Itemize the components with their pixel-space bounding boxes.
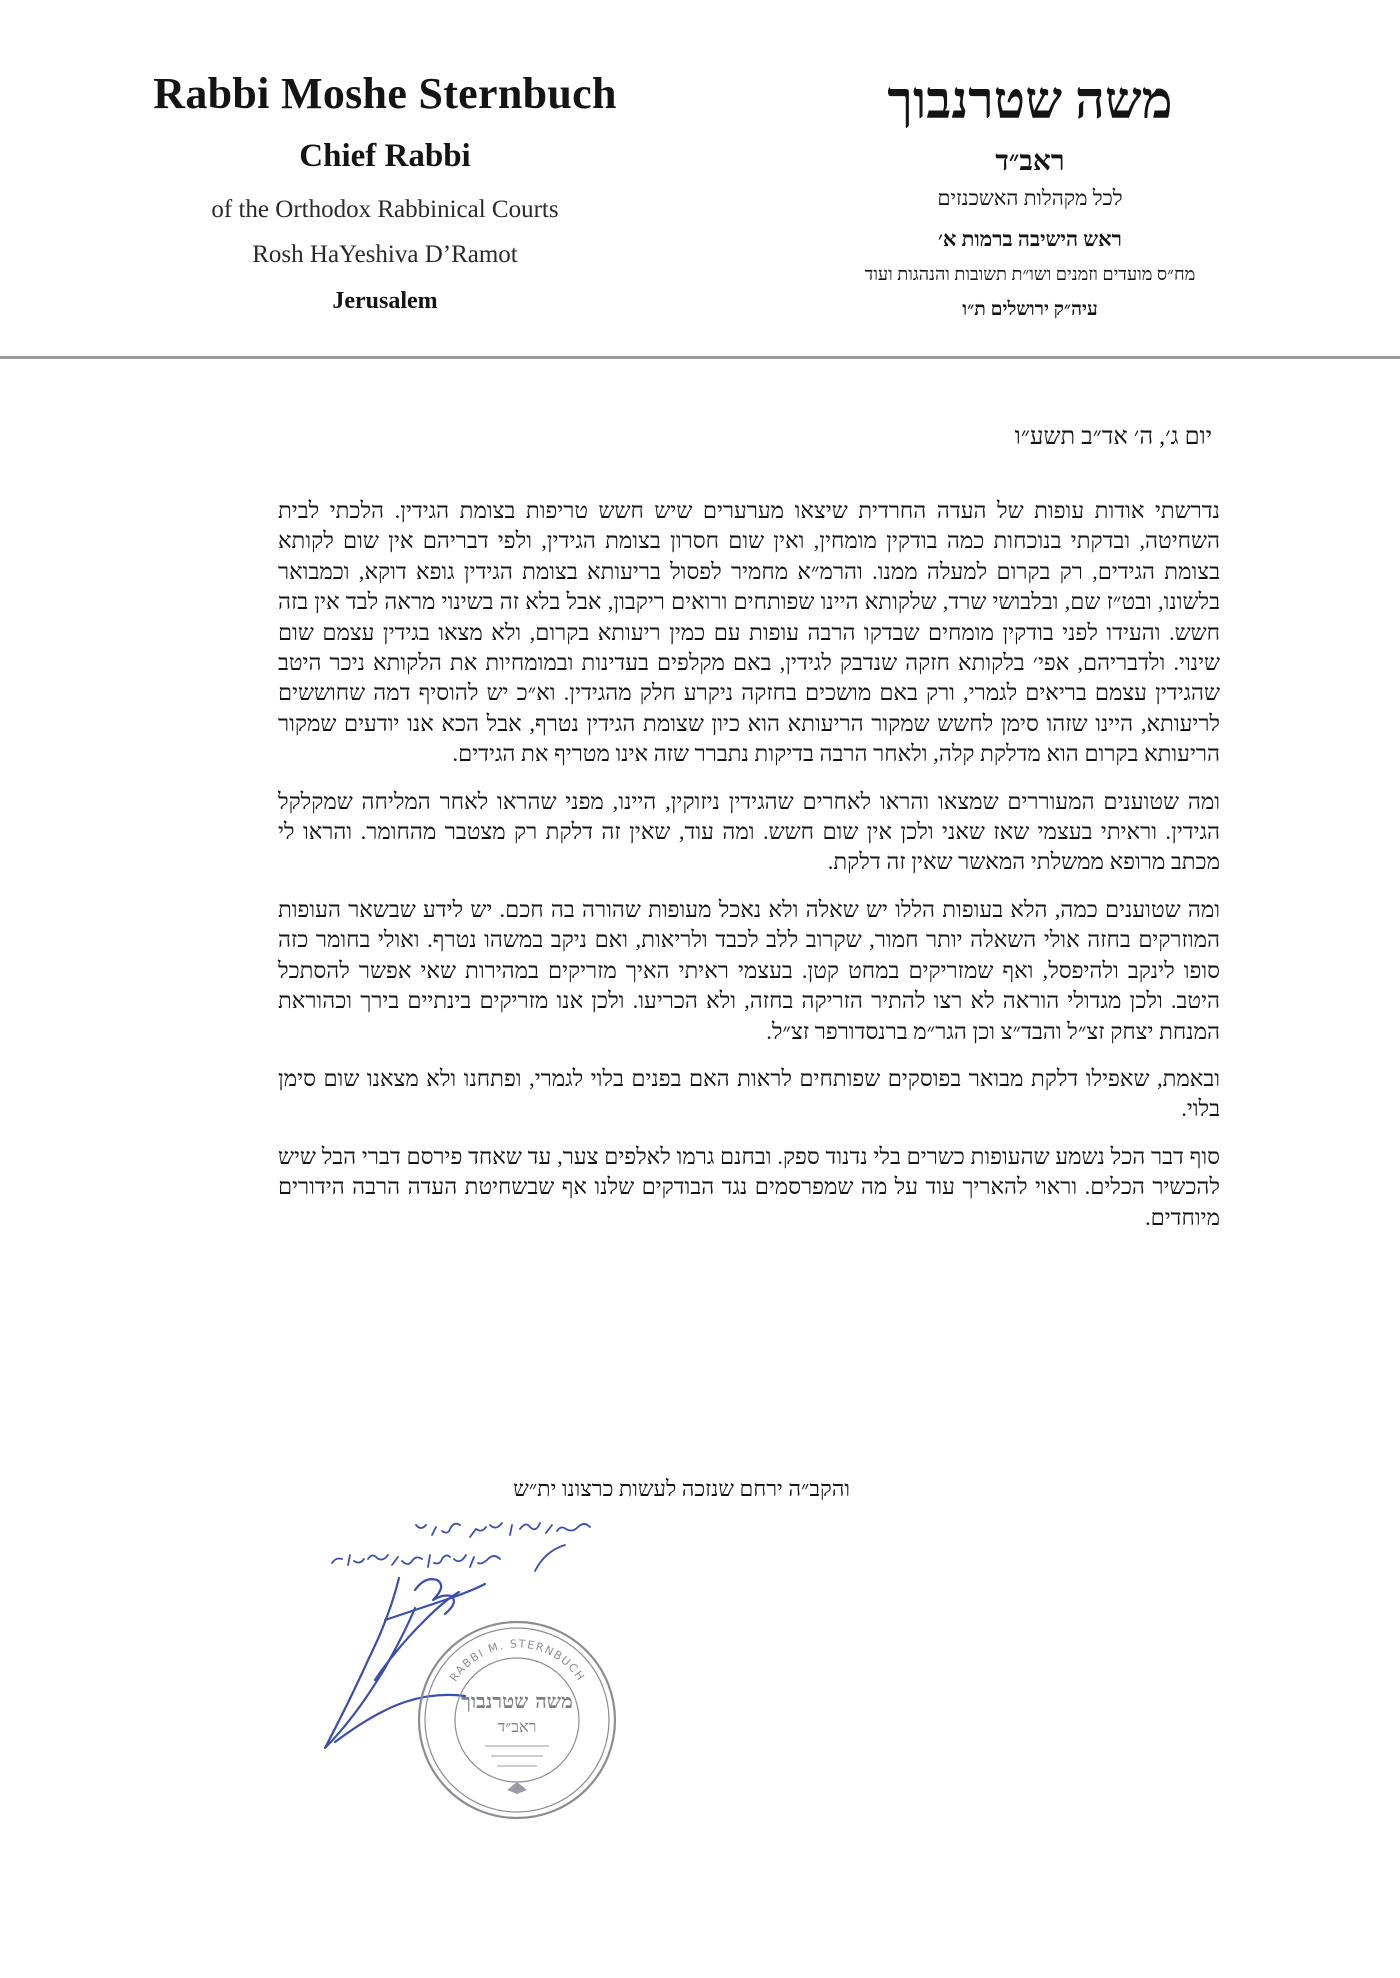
svg-text:RABBI M. STERNBUCH (447, 1637, 587, 1684)
city-english: Jerusalem (332, 288, 438, 314)
city-hebrew: עיה״ק ירושלים ת״ו (962, 299, 1098, 320)
paragraph: ומה שטוענים המעוררים שמצאו והראו לאחרים שהגידין ניזוקין, היינו, מפני שהראו לאחר המליחה שמקלקל הגידין. וראיתי בעצמי שאז שאני ולכן אין שום חשש. ומה עוד, שאין זה דלקת רק מצטבר מהחומר. והראו לי מכתב מרופא ממשלתי המאשר שאין זה דלקת. (278, 788, 1220, 875)
letterhead (0, 0, 1400, 360)
rabbi-name-english: Rabbi Moshe Sternbuch (153, 69, 617, 118)
rabbi-title-english: Chief Rabbi (299, 138, 471, 174)
rabbi-title-hebrew: ראב״ד (995, 146, 1065, 177)
community-line-hebrew: לכל מקהלות האשכנזים (937, 186, 1123, 210)
header-divider (0, 356, 1400, 359)
closing-line: והקב״ה ירחם שנזכה לעשות כרצונו ית״ש (513, 1476, 850, 1501)
paragraph: סוף דבר הכל נשמע שהעופות כשרים בלי נדנוד ספק. ובחנם גרמו לאלפים צער, עד שאחד פירסם דברי הבל שיש להכשיר הכלים. וראוי להאריך עוד על מה שמפרסמים נגד הבודקים שלנו אף שבשחיטת העדה הרבה הידורים מיוחדים. (278, 1143, 1220, 1230)
paragraph: נדרשתי אודות עופות של העדה החרדית שיצאו מערערים שיש חשש טריפות בצומת הגידין. הלכתי לבית השחיטה, ובדקתי בנוכחות כמה בודקין מומחין, ואין שום חסרון בצומת הגידין, ולפי דבריהם אין שום לקותא בצומת הגידים, רק בקרום למעלה ממנו. והרמ״א מחמיר לפסול בריעותא בצומת הגידין גופא דוקא, וכמבואר בלשונו, ובט״ז שם, ובלבושי שרד, שלקותא היינו שפותחים ורואים ריקבון, אבל בלא זה בשינוי מראה לבד אין בזה חשש. והעידו לפני בודקין מומחים שבדקו הרבה עופות עם כמין ריעותא בקרום, ולא מצאו בגידין עצמם שום שינוי. ולדבריהם, אפי׳ בלקותא חזקה שנדבק לגידין, באם מקלפים בעדינות ובמומחיות את הלקותא ניכר היטב שהגידין עצמם בריאים לגמרי, ורק באם מושכים בחזקה ניקרע חלק מהגידין. וא״כ יש להוסיף דמה שחוששים לריעותא, היינו שזהו סימן לחשש שמקור הריעותא הוא כיון שצומת הגידין נטרף, אבל הכא אנו יודעים שמקור הריעותא בקרום הוא מדלקת קלה, ולאחר הרבה בדיקות נתברר שזה אינו מטריף את הגידים. (278, 498, 1220, 767)
paragraph: ובאמת, שאפילו דלקת מבואר בפוסקים שפותחים לראות האם בפנים בלוי לגמרי, ופתחנו ולא מצאנו שום סימן בלוי. (278, 1065, 1220, 1122)
court-line-english: of the Orthodox Rabbinical Courts (211, 196, 559, 223)
seal-name: משה שטרנבוך (461, 1689, 573, 1713)
letter-date: יום ג׳, ה׳ אד״ב תשע״ו (1014, 424, 1212, 450)
rabbi-name-hebrew: משה שטרנבוך (887, 73, 1173, 130)
letter-body (278, 496, 1220, 1250)
rabbinical-seal-image (415, 1618, 620, 1823)
seal-outer-text: RABBI M. STERNBUCH (447, 1637, 588, 1684)
yeshiva-line-hebrew: ראש הישיבה ברמות א׳ (938, 227, 1122, 251)
seal-title: ראב״ד (497, 1717, 537, 1736)
paragraph: ומה שטוענים כמה, הלא בעופות הללו יש שאלה ולא נאכל מעופות שהורה בה חכם. יש לידע שבשאר העופות המוזרקים בחזה אולי השאלה יותר חמור, שקרוב ללב לכבד ולריאות, ואם ניקב במשהו נטרף. ואולי בחומר כזה סופו לינקב ולהיפסל, ואף שמזריקים במחט קטן. בעצמי ראיתי האיך מזריקים במהירות שאי אפשר להסתכל היטב. ולכן מגדולי הוראה לא רצו להתיר הזריקה בחזה, ולא הכריעו. ולכן אנו מזריקים בינתיים בירך וכהוראת המנחת יצחק זצ״ל והבד״צ וכן הגר״מ ברנסדורפר זצ״ל. (278, 896, 1220, 1044)
books-line-hebrew: מח״ס מועדים וזמנים ושו״ת תשובות והנהגות ועוד (864, 264, 1196, 284)
yeshiva-line-english: Rosh HaYeshiva D’Ramot (252, 241, 518, 268)
